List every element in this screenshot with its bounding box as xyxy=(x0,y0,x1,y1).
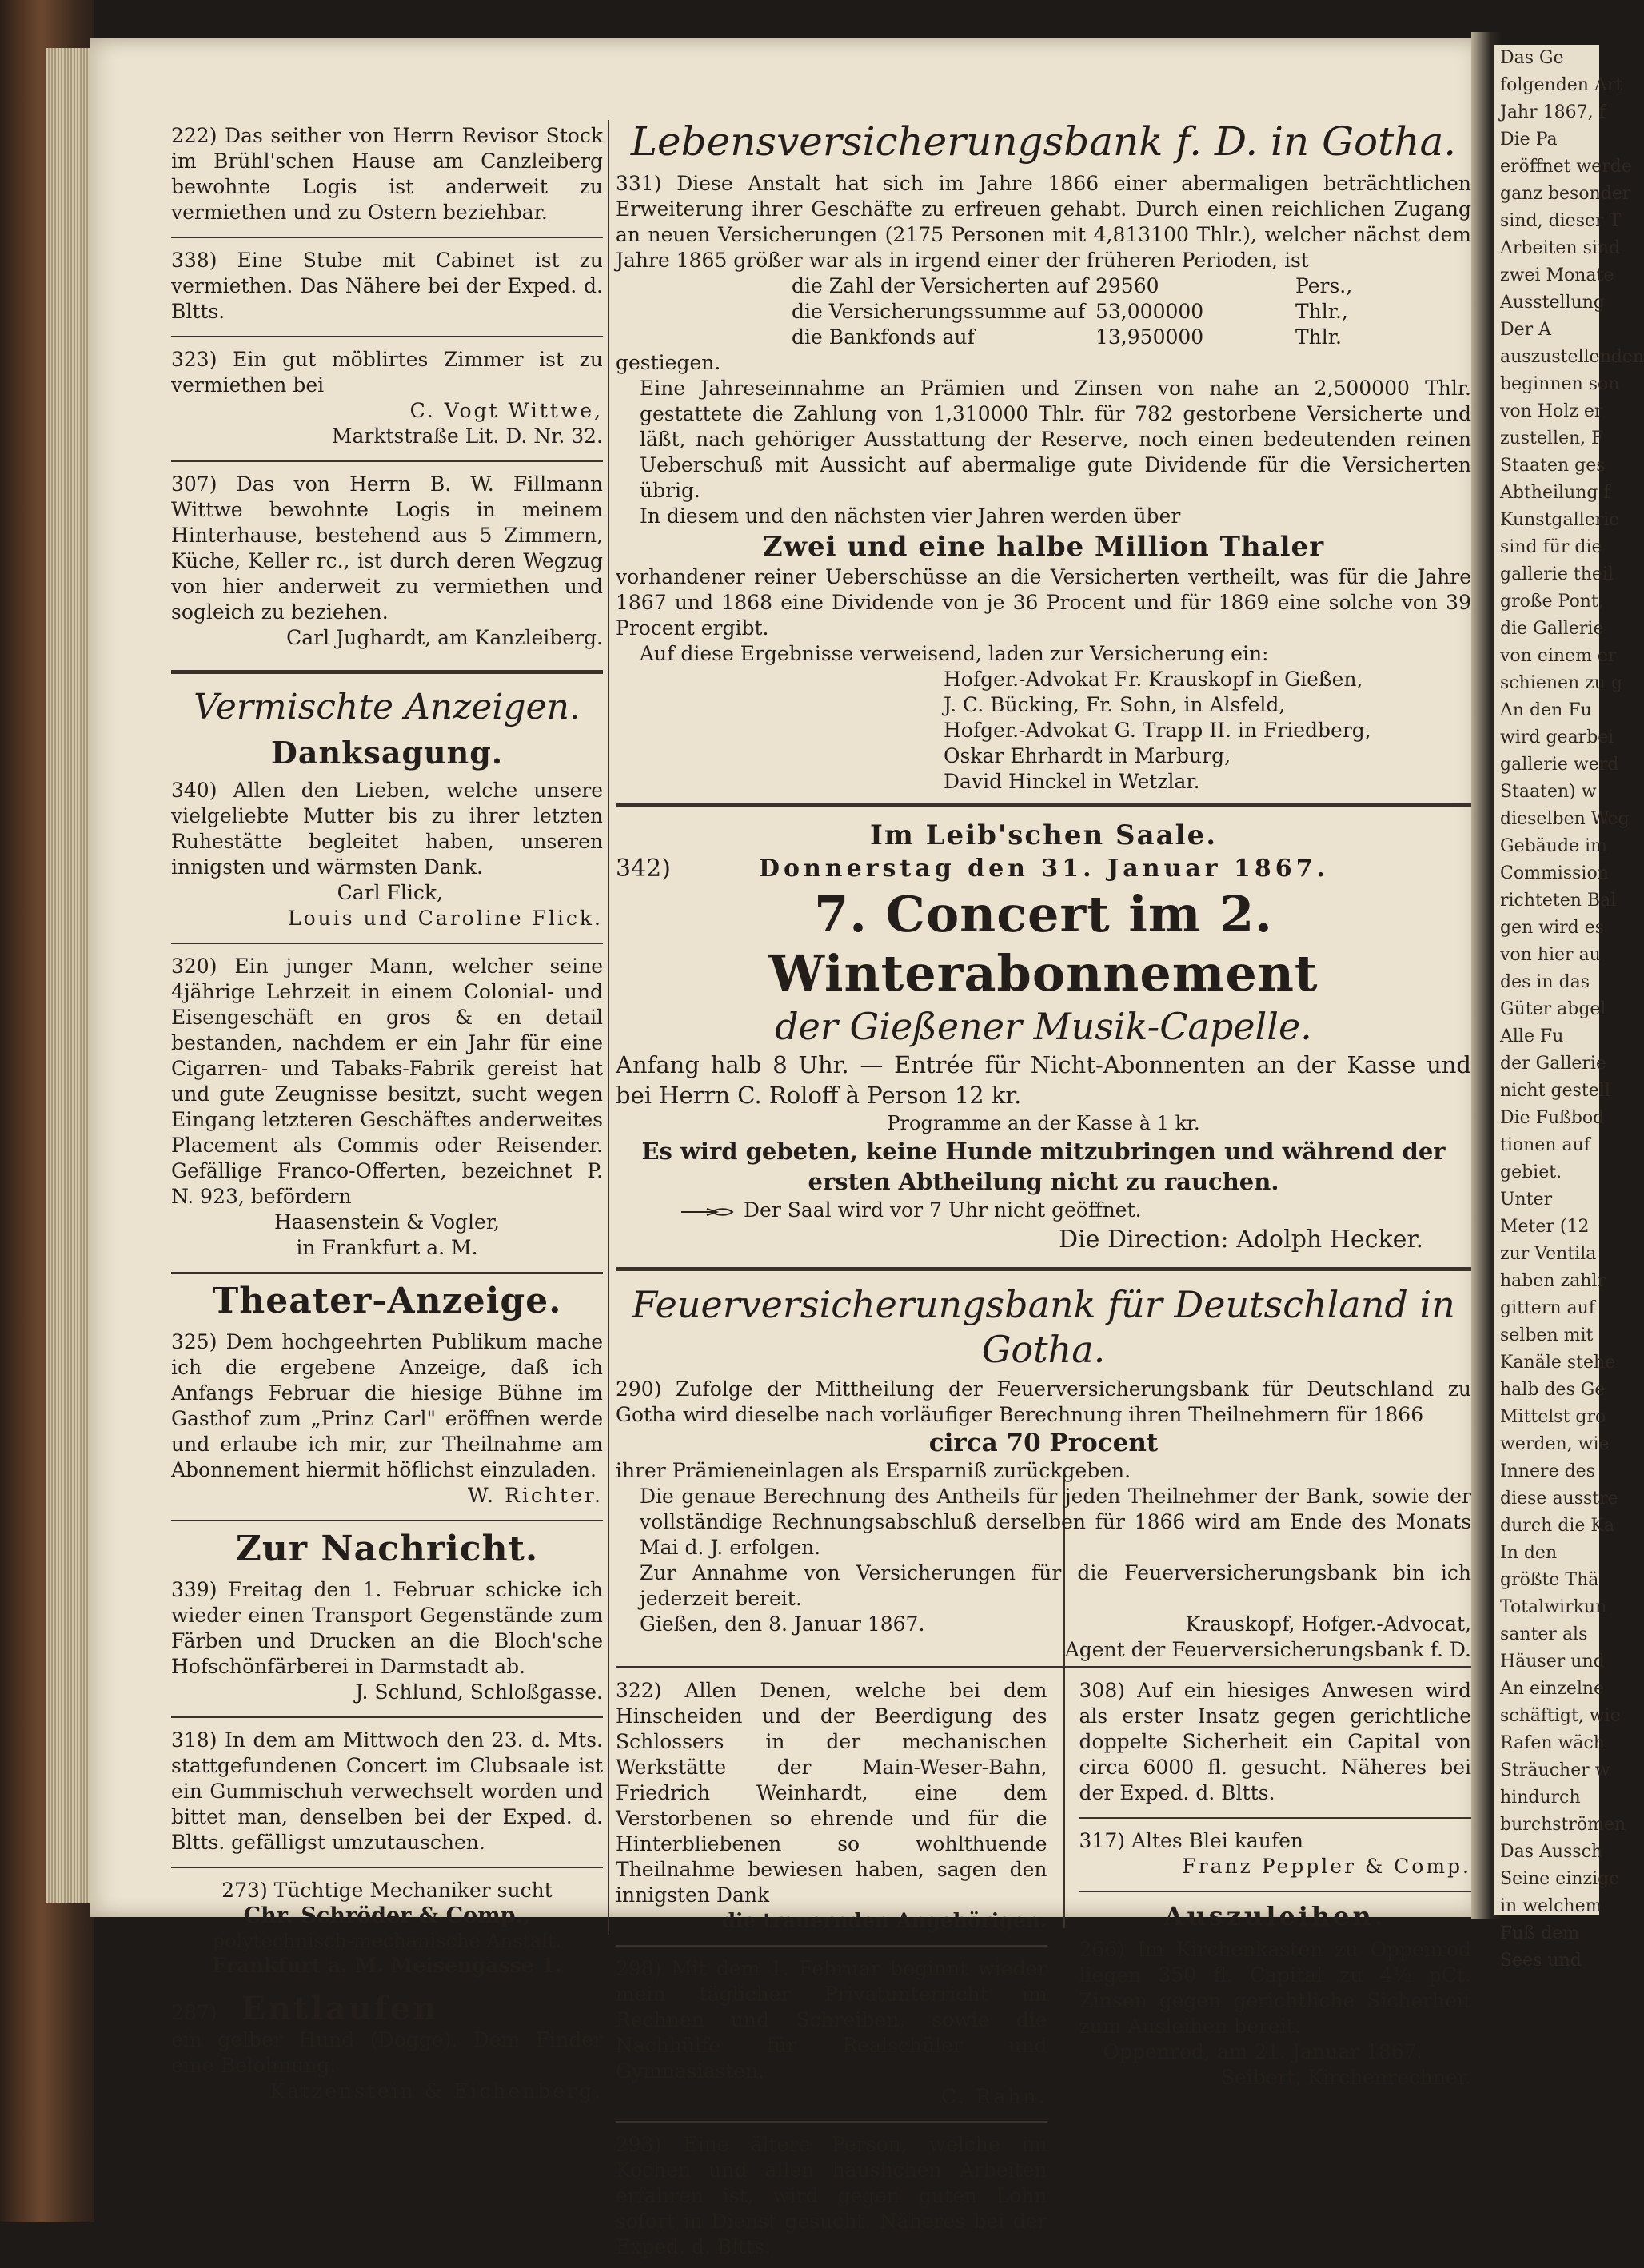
adjacent-page-line: Arbeiten sind xyxy=(1500,238,1621,258)
adjacent-page-line: Die Pa xyxy=(1500,130,1558,149)
ad-322-signature: die trauernden Angehörigen. xyxy=(721,1909,1047,1932)
ad-222-text: 222) Das seither von Herrn Revisor Stock im Brühl'schen Hause am Canzleiberg bewohnte Logis ist anderweit zu vermiethen und zu Ostern beziehbar. xyxy=(171,124,603,224)
concert-title: 7. Concert im 2. Winterabonnement xyxy=(768,885,1319,1002)
adjacent-page-line: selben mit xyxy=(1500,1325,1594,1345)
ad-317-signature: Franz Peppler & Comp. xyxy=(1182,1855,1471,1878)
adjacent-page-line: An den Fu xyxy=(1500,700,1592,720)
adjacent-page-text xyxy=(1494,45,1644,1975)
page-edges xyxy=(46,48,94,1903)
adjacent-page-line: folgenden Art xyxy=(1500,75,1623,95)
concert-date-line xyxy=(616,853,1471,885)
stat-unit: Thlr. xyxy=(1295,325,1342,349)
ad-298 xyxy=(616,1953,1047,2118)
ad-331-paragraph-6: Auf diese Ergebnisse verweisend, laden zur Versicherung ein: xyxy=(640,642,1269,665)
adjacent-page-line: haben zahlr xyxy=(1500,1271,1606,1291)
concert-venue: Im Leib'schen Saale. xyxy=(869,819,1218,851)
adjacent-page-line: Güter abgel xyxy=(1500,999,1606,1019)
stat-label: die Versicherungssumme auf xyxy=(792,300,1086,323)
ad-340-text: 340) Allen den Lieben, welche unsere vielgeliebte Mutter bis zu ihrer letzten Ruhestätte begleitet haben, unseren innigsten und wärmsten Dank. xyxy=(171,779,603,879)
ad-307-signature: Carl Jughardt, am Kanzleiberg. xyxy=(286,626,603,649)
ad-323-signature: C. Vogt Wittwe, xyxy=(409,399,603,422)
concert-programme: Programme an der Kasse à 1 kr. xyxy=(887,1112,1200,1134)
stat-label: die Zahl der Versicherten auf xyxy=(792,274,1089,297)
adjacent-page-line: burchströmen xyxy=(1500,1815,1626,1835)
ad-273-line-1: 273) Tüchtige Mechaniker sucht xyxy=(221,1879,553,1902)
adjacent-page-line: Ausstellung xyxy=(1500,293,1605,313)
ad-338-text: 338) Eine Stube mit Cabinet ist zu vermiethen. Das Nähere bei der Exped. d. Bltts. xyxy=(171,249,603,323)
ad-298-signature: C. Rahn. xyxy=(940,2085,1047,2108)
concert-number: 342) xyxy=(616,855,671,883)
adjacent-page-line: zur Ventila xyxy=(1500,1244,1597,1264)
theater-heading: Theater-Anzeige. xyxy=(212,1281,562,1321)
ad-308 xyxy=(1079,1675,1471,1814)
adjacent-page-line: ganz besonder xyxy=(1500,184,1631,204)
concert-door-text: Der Saal wird vor 7 Uhr nicht geöffnet. xyxy=(744,1198,1142,1222)
ad-308-text: 308) Auf ein hiesiges Anwesen wird als erster Insatz gegen gerichtliche doppelte Sicherheit ein Capital von circa 6000 fl. gesucht. Näheres bei der Exped. d. Bltts. xyxy=(1079,1679,1471,1804)
concert-signature: Die Direction: Adolph Hecker. xyxy=(1059,1226,1423,1254)
ad-322-text: 322) Allen Denen, welche bei dem Hinscheiden und der Beerdigung des Schlossers in der mechanischen Werkstätte der Main-Weser-Bahn, Friedrich Weinhardt, eine dem Verstorbenen so ehrende und für die Hinterbliebenen so wohlthuende Theilnahme bewiesen haben, sagen den innigsten Dank xyxy=(616,1679,1047,1907)
adjacent-page-line: diese ausstre xyxy=(1500,1489,1618,1509)
ad-293-text: 293) Eine ältere Person, welche im Kochen und allen häuslichen Arbeiten erfahren ist, wird gegen guten Lohn sofort in Dienst gesucht. Näheres bei der Exped. d. Bltts. xyxy=(616,2133,1047,2258)
ad-325 xyxy=(171,1326,603,1517)
concert-subtitle: der Gießener Musik-Capelle. xyxy=(775,1005,1312,1048)
adjacent-page-line: werden, wie xyxy=(1500,1434,1610,1454)
adjacent-page-line: halb des Ge xyxy=(1500,1380,1606,1400)
ad-317 xyxy=(1079,1825,1471,1887)
agent-entry: J. C. Bücking, Fr. Sohn, in Alsfeld, xyxy=(944,693,1286,716)
adjacent-page-line: Die Fußbod xyxy=(1500,1108,1605,1128)
concert-notice: Es wird gebeten, keine Hunde mitzubringen und während der ersten Abtheilung nicht zu rauchen. xyxy=(641,1138,1446,1195)
adjacent-page-line: große Pont, xyxy=(1500,592,1604,612)
ad-323-address: Marktstraße Lit. D. Nr. 32. xyxy=(331,425,603,448)
bottom-right-ads xyxy=(1063,1675,1471,2268)
ad-325-signature: W. Richter. xyxy=(467,1484,603,1507)
adjacent-page-line: Totalwirkun xyxy=(1500,1597,1607,1617)
adjacent-page-line: Seine einzige xyxy=(1500,1869,1620,1889)
divider xyxy=(171,943,603,944)
stat-value: 29560 xyxy=(1095,274,1159,297)
adjacent-page-line: beginnen son xyxy=(1500,374,1620,394)
lebensversicherung-heading: Lebensversicherungsbank f. D. in Gotha. xyxy=(630,118,1457,165)
adjacent-page-line: Häuser und xyxy=(1500,1652,1605,1672)
adjacent-page-line: tionen auf xyxy=(1500,1135,1590,1155)
concert-info: Anfang halb 8 Uhr. — Entrée für Nicht-Abonnenten an der Kasse und bei Herrn C. Roloff à Person 12 kr. xyxy=(616,1051,1471,1109)
divider xyxy=(171,336,603,337)
adjacent-page-line: dieselben Weg xyxy=(1500,809,1630,829)
ad-320-signature: Haasenstein & Vogler, xyxy=(273,1210,500,1234)
divider xyxy=(171,1716,603,1718)
adjacent-page-line: schienen zu g xyxy=(1500,673,1623,693)
ad-266-signature: Seibert, Kirchenrechner. xyxy=(1220,2066,1471,2089)
adjacent-page-line: Rafen wäch xyxy=(1500,1733,1605,1753)
adjacent-page-line: Staaten ges xyxy=(1500,456,1606,476)
left-column xyxy=(171,120,603,2112)
concert-date: Donnerstag den 31. Januar 1867. xyxy=(758,855,1329,883)
concert-door-line xyxy=(616,1197,1471,1224)
stat-unit: Pers., xyxy=(1295,274,1353,297)
stat-unit: Thlr., xyxy=(1295,300,1348,323)
ad-273-address: Frankfurt a. M. Meisengasse 1. xyxy=(212,1954,562,1977)
adjacent-page-line: Abtheilung f xyxy=(1500,483,1610,503)
ad-298-text: 298) Mit dem 1. Februar beginnt wieder mein täglicher Privatunterricht im Rechnen und Schreiben, sowie die Nachhülfe für Realschüler und Gymnasiasten. xyxy=(616,1957,1047,2083)
ad-331-paragraph-5: vorhandener reiner Ueberschüsse an die Versicherten vertheilt, was für die Jahre 1867 und 1868 eine Dividende von je 36 Procent und für 1869 eine solche von 39 Procent ergibt. xyxy=(616,565,1471,640)
adjacent-page-line: Innere des xyxy=(1500,1461,1595,1481)
adjacent-page-line: größte Thä xyxy=(1500,1570,1599,1590)
ad-273-description: polytechnisch-mechanische Anstalt. xyxy=(212,1930,562,1952)
adjacent-page-line: Sträucher w xyxy=(1500,1760,1610,1780)
ad-287-title: Entlaufen xyxy=(241,1990,439,2027)
adjacent-page-line: in welchem xyxy=(1500,1896,1602,1916)
adjacent-page-line: gebiet. xyxy=(1500,1162,1562,1182)
divider xyxy=(171,1520,603,1521)
ad-266-place-date: Oppenrod, am 21. Januar 1867. xyxy=(1103,2040,1423,2063)
ad-339-signature: J. Schlund, Schloßgasse. xyxy=(355,1680,603,1704)
stat-label: die Bankfonds auf xyxy=(792,325,975,349)
ad-287-signature: Katzenstein & Eichenberg. xyxy=(269,2079,603,2103)
adjacent-page-line: Alle Fu xyxy=(1500,1026,1564,1046)
agent-entry: David Hinckel in Wetzlar. xyxy=(944,770,1200,793)
section-divider xyxy=(171,670,603,674)
adjacent-page-line: Sees und xyxy=(1500,1951,1582,1971)
adjacent-page-line: Das Ge xyxy=(1500,48,1564,68)
ad-322 xyxy=(616,1675,1047,1942)
adjacent-page-line: der Gallerie xyxy=(1500,1054,1606,1074)
adjacent-page-line: Fuß dem xyxy=(1500,1923,1580,1943)
ad-273-company: Chr. Schröder & Comp., xyxy=(243,1903,531,1928)
main-column xyxy=(616,112,1471,2268)
ad-290-paragraph-2: ihrer Prämieneinlagen als Ersparniß zurückgeben. xyxy=(616,1459,1131,1482)
ad-318-text: 318) In dem am Mittwoch den 23. d. Mts. stattgefundenen Concert im Clubsaale ist ein Gummischuh verwechselt worden und bittet man, denselben bei der Exped. d. Bltts. gefälligst umzutauschen. xyxy=(171,1728,603,1854)
ad-331-paragraph-1: 331) Diese Anstalt hat sich im Jahre 1866 einer abermaligen beträchtlichen Erweiterung ihrer Geschäfte zu erfreuen gehabt. Durch einen reichlichen Zugang an neuen Versicherungen (2175 Personen mit 4,813100 Thlr.), welcher nächst dem Jahre 1865 größer war als in irgend einer der früheren Perioden, ist xyxy=(616,172,1471,272)
adjacent-page-line: sind für die xyxy=(1500,537,1602,557)
ad-340-signature-1: Carl Flick, xyxy=(337,881,443,904)
adjacent-page-line: gittern auf xyxy=(1500,1298,1595,1318)
adjacent-page-line: Gebäude im xyxy=(1500,836,1607,856)
ad-273 xyxy=(171,1875,603,1987)
ad-287 xyxy=(171,1987,603,2112)
divider xyxy=(1079,1817,1471,1819)
ad-320 xyxy=(171,951,603,1269)
ad-290-footer xyxy=(616,1612,1471,1637)
divider xyxy=(171,1272,603,1274)
section-divider xyxy=(616,1267,1471,1271)
ad-290-agent: Agent der Feuerversicherungsbank f. D. xyxy=(1064,1638,1471,1661)
adjacent-page-line: Das Aussch xyxy=(1500,1842,1603,1862)
adjacent-page-line: gallerie theil xyxy=(1500,564,1614,584)
adjacent-page-line: An einzelne xyxy=(1500,1679,1605,1699)
ad-320-text: 320) Ein junger Mann, welcher seine 4jährige Lehrzeit in einem Colonial- und Eisengeschäft en gros & en detail bestanden, nachdem er ein Jahr für eine Cigarren- und Tabaks-Fabrik gereist hat und gute Zeugnisse besitzt, sucht wegen Eingang letzteren Geschäftes anderweites Placement als Commis oder Reisender. Gefällige Franco-Offerten, bezeichnet P. N. 923, befördern xyxy=(171,955,603,1208)
adjacent-page-line: zustellen, F xyxy=(1500,428,1604,448)
ad-290-percentage: circa 70 Procent xyxy=(928,1429,1159,1457)
ad-317-text: 317) Altes Blei kaufen xyxy=(1079,1829,1304,1852)
adjacent-page-line: wird gearbei xyxy=(1500,727,1614,747)
ad-290-paragraph-1: 290) Zufolge der Mittheilung der Feuerversicherungsbank für Deutschland zu Gotha wird dieselbe nach vorläufiger Berechnung ihren Theilnehmern für 1866 xyxy=(616,1377,1471,1426)
adjacent-page-line: gallerie werd xyxy=(1500,755,1619,775)
divider xyxy=(616,2121,1047,2123)
ad-331-paragraph-3: Eine Jahreseinnahme an Prämien und Zinsen von nahe an 2,500000 Thlr. gestattete die Zahlung von 1,310000 Thlr. für 782 gestorbene Versicherte und läßt, nach gehöriger Ausstattung der Reserve, noch einen bedeutenden reinen Ueberschuß mit Aussicht auf abermalige gute Dividende für die Versicherten übrig. xyxy=(640,377,1471,502)
adjacent-page-line: Unter xyxy=(1500,1190,1553,1210)
adjacent-page-line: die Gallerie xyxy=(1500,619,1604,639)
feuerversicherung-heading: Feuerversicherungsbank für Deutschland in Gotha. xyxy=(632,1283,1455,1371)
adjacent-page-line: von hier au xyxy=(1500,945,1601,965)
section-heading-mixed-ads: Vermischte Anzeigen. xyxy=(194,687,581,727)
adjacent-page-line: auszustellenden xyxy=(1500,347,1644,367)
ad-287-header xyxy=(171,1990,603,2027)
ad-318 xyxy=(171,1724,603,1863)
ad-307 xyxy=(171,468,603,659)
ad-320-location: in Frankfurt a. M. xyxy=(296,1236,478,1259)
adjacent-page-line: Kanäle stehe xyxy=(1500,1353,1616,1373)
ad-287-text: ein gelber Hund (Dogge). Dem Finder eine Belohnung. xyxy=(171,2028,603,2077)
auszuleihen-heading: Auszuleihen. xyxy=(1163,1901,1387,1931)
ad-331-paragraph-2: gestiegen. xyxy=(616,351,721,374)
ad-331-paragraph-4: In diesem und den nächsten vier Jahren werden über xyxy=(640,504,1181,528)
bottom-ads xyxy=(616,1675,1471,2268)
adjacent-page-line: eröffnet werde xyxy=(1500,157,1632,177)
ad-323-text: 323) Ein gut möblirtes Zimmer ist zu vermiethen bei xyxy=(171,348,603,397)
adjacent-page-line: Commission xyxy=(1500,863,1609,883)
adjacent-page-line: sind, dieser T xyxy=(1500,211,1622,231)
adjacent-page-line: Jahr 1867, f xyxy=(1500,102,1606,122)
ad-339 xyxy=(171,1574,603,1713)
column-divider-left xyxy=(608,120,609,1935)
agents-list xyxy=(616,667,1471,795)
adjacent-page-line: nicht gestell xyxy=(1500,1081,1610,1101)
agent-entry: Hofger.-Advokat G. Trapp II. in Friedberg, xyxy=(944,719,1371,742)
divider xyxy=(171,460,603,462)
adjacent-page-line: hindurch xyxy=(1500,1788,1581,1808)
adjacent-page-line: richteten Bal xyxy=(1500,891,1617,911)
adjacent-page-line: In den xyxy=(1500,1543,1558,1563)
adjacent-page-line: gen wird es xyxy=(1500,918,1605,938)
divider xyxy=(1079,1891,1471,1892)
adjacent-page-line: santer als xyxy=(1500,1624,1588,1644)
adjacent-page-line: schäftigt, wie xyxy=(1500,1706,1621,1726)
divider xyxy=(616,1666,1471,1668)
divider xyxy=(616,1945,1047,1947)
adjacent-page-line: durch die Ka xyxy=(1500,1516,1614,1536)
ad-290-place-date: Gießen, den 8. Januar 1867. xyxy=(640,1612,925,1636)
ad-338 xyxy=(171,245,603,333)
adjacent-page-line: von Holz er xyxy=(1500,401,1603,421)
insurance-stats xyxy=(616,273,1471,350)
stat-value: 13,950000 xyxy=(1095,325,1204,349)
ad-325-text: 325) Dem hochgeehrten Publikum mache ich die ergebene Anzeige, daß ich Anfangs Februar die hiesige Bühne im Gasthof zum „Prinz Carl" eröffnen werde und erlaube ich mir, zur Theilnahme am Abonnement hiermit höflichst einzuladen. xyxy=(171,1330,603,1481)
ad-323 xyxy=(171,344,603,457)
adjacent-page-line: von einem er xyxy=(1500,646,1617,666)
stat-value: 53,000000 xyxy=(1095,300,1204,323)
adjacent-page-line: Meter (12 xyxy=(1500,1217,1590,1237)
ad-340-signature-2: Louis und Caroline Flick. xyxy=(288,907,603,930)
ad-290-paragraph-4: Zur Annahme von Versicherungen für die Feuerversicherungsbank bin ich jederzeit bereit. xyxy=(640,1561,1471,1610)
ad-339-text: 339) Freitag den 1. Februar schicke ich wieder einen Transport Gegenstände zum Färben und Drucken an die Bloch'sche Hofschönfärberei in Darmstadt ab. xyxy=(171,1578,603,1678)
nachricht-heading: Zur Nachricht. xyxy=(235,1529,539,1569)
adjacent-page xyxy=(1494,45,1644,1971)
section-divider xyxy=(616,803,1471,807)
divider xyxy=(171,1867,603,1868)
adjacent-page-line: Mittelst gro xyxy=(1500,1407,1606,1427)
ad-222 xyxy=(171,120,603,233)
adjacent-page-line: Der A xyxy=(1500,320,1552,340)
pointing-hand-icon xyxy=(680,1206,736,1218)
adjacent-page-line: zwei Monate xyxy=(1500,265,1614,285)
ad-287-number: 287) xyxy=(171,2001,217,2024)
bottom-left-ads xyxy=(616,1675,1063,2268)
ad-340 xyxy=(171,775,603,939)
divider xyxy=(171,237,603,238)
ad-307-text: 307) Das von Herrn B. W. Fillmann Wittwe bewohnte Logis in meinem Hinterhause, bestehend aus 5 Zimmern, Küche, Keller rc., ist durch deren Wegzug von hier anderweit zu vermiethen und sogleich zu beziehen. xyxy=(171,472,603,624)
danksagung-heading: Danksagung. xyxy=(270,735,504,771)
ad-290-signature: Krauskopf, Hofger.-Advocat, xyxy=(1185,1612,1471,1636)
ad-266-text: 266) Im Kirchenkasten zu Oppenrod liegen 350 fl. Capital zu 4½ pCt. Zinsen gegen gerichtliche Sicherheit zum Ausleihen bereit. xyxy=(1079,1938,1471,2038)
ad-293 xyxy=(616,2129,1047,2268)
ad-290-paragraph-3: Die genaue Berechnung des Antheils für jeden Theilnehmer der Bank, sowie der vollständige Rechnungsabschluß derselben für 1866 wird am Ende des Monats Mai d. J. erfolgen. xyxy=(640,1485,1471,1559)
million-highlight: Zwei und eine halbe Million Thaler xyxy=(762,531,1325,563)
agent-entry: Hofger.-Advokat Fr. Krauskopf in Gießen, xyxy=(944,668,1363,691)
agent-entry: Oskar Ehrhardt in Marburg, xyxy=(944,744,1231,767)
adjacent-page-line: des in das xyxy=(1500,972,1590,992)
ad-266 xyxy=(1079,1934,1471,2099)
adjacent-page-line: Staaten) w xyxy=(1500,782,1597,802)
adjacent-page-line: Kunstgallerie xyxy=(1500,510,1620,530)
